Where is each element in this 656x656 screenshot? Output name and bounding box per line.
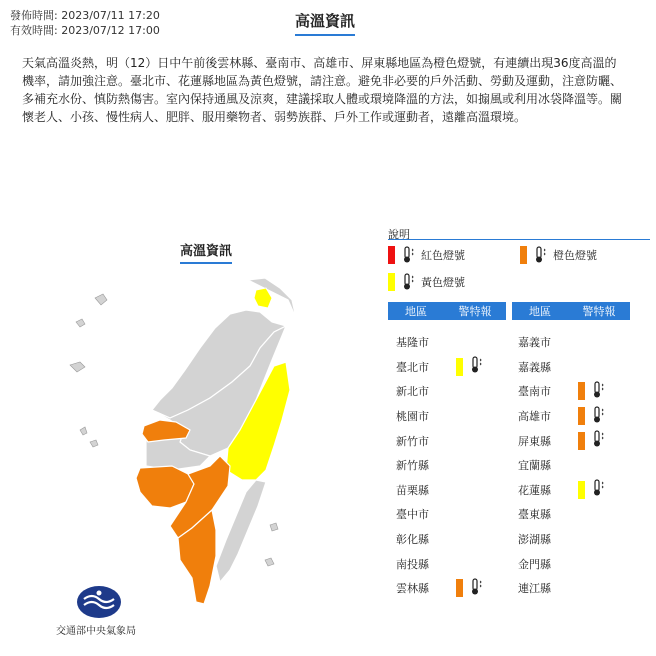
region-name: 彰化縣 (396, 533, 429, 547)
thermometer-icon (591, 406, 607, 427)
valid-time: 2023/07/12 17:00 (61, 24, 160, 37)
region-name: 新竹市 (396, 434, 429, 448)
warning-indicator (578, 430, 607, 451)
table-row (396, 404, 485, 429)
banner-title: 高溫資訊 (295, 10, 355, 36)
warning-indicator (578, 479, 607, 500)
table-row (518, 428, 607, 453)
table-left (396, 330, 485, 601)
orange-swatch (520, 246, 527, 264)
agency-name: 交通部中央氣象局 (56, 626, 136, 637)
table-row (396, 478, 485, 503)
legend-orange (520, 246, 597, 264)
thermometer-icon (591, 381, 607, 402)
col-warning: 警特報 (458, 305, 492, 318)
region-name: 連江縣 (518, 582, 551, 596)
region-tainan (136, 466, 194, 508)
table-row (518, 453, 607, 478)
region-name: 苗栗縣 (396, 483, 429, 497)
island-matsu-2 (76, 319, 85, 327)
table-header-right (512, 302, 630, 320)
table-row (518, 330, 607, 355)
island-green (270, 523, 278, 531)
region-name: 宜蘭縣 (518, 459, 551, 473)
legend-title: 說明 (388, 228, 410, 241)
island-orchid (265, 558, 274, 566)
region-name: 雲林縣 (396, 582, 429, 596)
legend-red (388, 246, 465, 264)
thermometer-icon (533, 246, 549, 264)
region-name: 屏東縣 (518, 434, 551, 448)
region-name: 新北市 (396, 385, 429, 399)
orange-signal (578, 407, 585, 425)
region-name: 嘉義縣 (518, 360, 551, 374)
region-taitung (216, 480, 266, 582)
legend-yellow-label: 黃色燈號 (421, 276, 465, 289)
island-matsu (95, 294, 107, 305)
thermometer-icon (469, 356, 485, 377)
region-name: 桃園市 (396, 410, 429, 424)
thermometer-icon (591, 430, 607, 451)
warning-indicator (456, 356, 485, 377)
yellow-swatch (388, 273, 395, 291)
table-row (518, 355, 607, 380)
region-name: 基隆市 (396, 336, 429, 350)
notice-text: 天氣高溫炎熱，明（12）日中午前後雲林縣、臺南市、高雄市、屏東縣地區為橙色燈號，有連續出現36度高溫的機率，請加強注意。臺北市、花蓮縣地區為黃色燈號，請注意。避免非必要的戶外活動、勞動及運動，注意防曬、多補充水份、慎防熱傷害。室內保持通風及涼爽，建議採取人體或環境降溫的方法，如搧風或利用冰袋降溫等。關懷老人、小孩、慢性病人、肥胖、服用藥物者、弱勢族群、戶外工作或運動者，遠離高溫環境。 (22, 56, 623, 124)
table-right (518, 330, 607, 601)
legend-orange-label: 橙色燈號 (553, 249, 597, 262)
issue-label: 發佈時間: (10, 9, 58, 22)
region-name: 臺中市 (396, 508, 429, 522)
region-name: 澎湖縣 (518, 533, 551, 547)
table-header-left (388, 302, 506, 320)
table-row (518, 404, 607, 429)
taiwan-map (60, 270, 360, 610)
table-row (518, 502, 607, 527)
table-row (396, 428, 485, 453)
region-name: 金門縣 (518, 557, 551, 571)
issue-time: 2023/07/11 17:20 (61, 9, 160, 22)
orange-signal (456, 579, 463, 597)
region-name: 南投縣 (396, 557, 429, 571)
cwa-logo (76, 585, 122, 619)
region-name: 臺北市 (396, 360, 429, 374)
table-row (396, 379, 485, 404)
table-row (396, 551, 485, 576)
region-name: 臺南市 (518, 385, 551, 399)
valid-label: 有效時間: (10, 24, 58, 37)
region-name: 臺東縣 (518, 508, 551, 522)
warning-indicator (578, 406, 607, 427)
yellow-signal (578, 481, 585, 499)
table-row (396, 527, 485, 552)
table-row (518, 527, 607, 552)
warning-indicator (578, 381, 607, 402)
table-row (518, 478, 607, 503)
yellow-signal (456, 358, 463, 376)
thermometer-icon (401, 273, 417, 291)
map-title: 高溫資訊 (180, 240, 232, 264)
orange-signal (578, 382, 585, 400)
region-name: 高雄市 (518, 410, 551, 424)
region-name: 嘉義市 (518, 336, 551, 350)
legend-yellow (388, 273, 465, 291)
region-name: 花蓮縣 (518, 483, 551, 497)
island-kinmen (70, 362, 85, 372)
col-region: 地區 (405, 305, 427, 318)
col-warning: 警特報 (582, 305, 616, 318)
thermometer-icon (401, 246, 417, 264)
table-row (518, 551, 607, 576)
region-name: 新竹縣 (396, 459, 429, 473)
col-region: 地區 (529, 305, 551, 318)
table-row (396, 355, 485, 380)
legend-divider (388, 239, 650, 240)
table-row (396, 330, 485, 355)
table-row (396, 453, 485, 478)
thermometer-icon (469, 578, 485, 599)
thermometer-icon (591, 479, 607, 500)
island-penghu (80, 427, 98, 447)
warning-indicator (456, 578, 485, 599)
red-swatch (388, 246, 395, 264)
legend-red-label: 紅色燈號 (421, 249, 465, 262)
table-row (518, 576, 607, 601)
orange-signal (578, 432, 585, 450)
table-row (396, 502, 485, 527)
table-row (396, 576, 485, 601)
table-row (518, 379, 607, 404)
issue-meta (10, 8, 160, 38)
